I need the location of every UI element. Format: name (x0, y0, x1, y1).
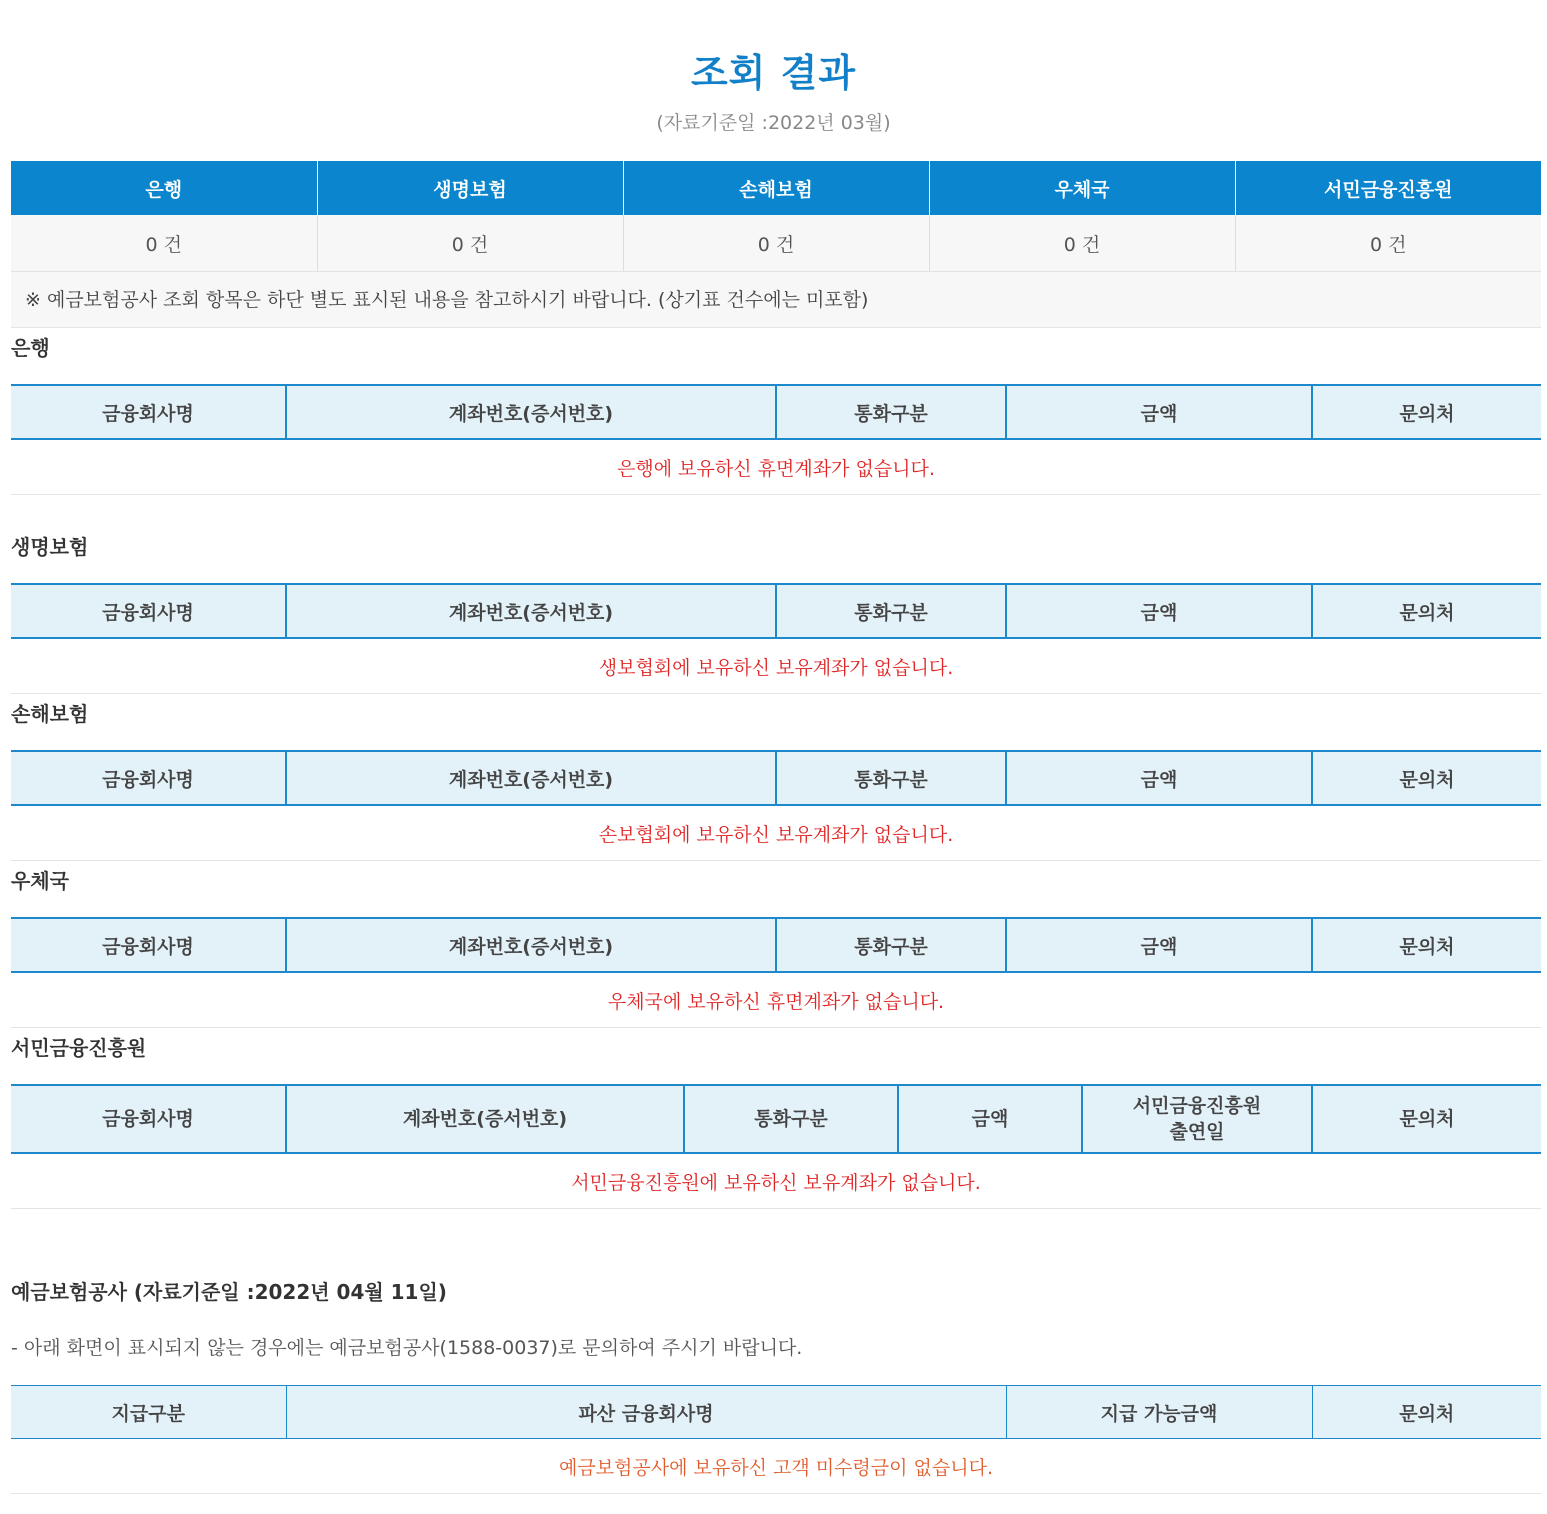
summary-header-kinfa: 서민금융진흥원 (1235, 161, 1541, 215)
deposit-note: - 아래 화면이 표시되지 않는 경우에는 예금보험공사(1588-0037)로 문의하여 주시기 바랍니다. (11, 1337, 803, 1359)
col-currency: 통화구분 (776, 918, 1006, 972)
col-amount: 금액 (898, 1085, 1082, 1153)
summary-header-life: 생명보험 (317, 161, 623, 215)
col-account: 계좌번호(증서번호) (286, 385, 776, 439)
bank-table (11, 384, 1541, 495)
col-company: 금융회사명 (11, 1085, 286, 1153)
empty-message: 은행에 보유하신 휴면계좌가 없습니다. (11, 439, 1541, 495)
col-contact: 문의처 (1312, 751, 1541, 805)
col-contribution-date-line2: 출연일 (1169, 1121, 1225, 1143)
table-header-row (11, 751, 1541, 805)
summary-count-life: 0 건 (317, 215, 623, 272)
deposit-section-title: 예금보험공사 (자료기준일 :2022년 04월 11일) (11, 1280, 447, 1304)
col-contribution-date-line1: 서민금융진흥원 (1132, 1095, 1262, 1117)
summary-header-row (11, 161, 1541, 215)
col-currency: 통화구분 (776, 584, 1006, 638)
table-header-row (11, 584, 1541, 638)
col-amount: 금액 (1006, 584, 1312, 638)
col-company: 금융회사명 (11, 751, 286, 805)
empty-message: 우체국에 보유하신 휴면계좌가 없습니다. (11, 972, 1541, 1028)
col-account: 계좌번호(증서번호) (286, 751, 776, 805)
summary-count-kinfa: 0 건 (1235, 215, 1541, 272)
summary-note: ※ 예금보험공사 조회 항목은 하단 별도 표시된 내용을 참고하시기 바랍니다. (상기표 건수에는 미포함) (11, 272, 1541, 328)
post-table (11, 917, 1541, 1028)
col-contact: 문의처 (1312, 385, 1541, 439)
nonlife-table (11, 750, 1541, 861)
col-bankrupt-company: 파산 금융회사명 (286, 1386, 1006, 1439)
summary-count-row (11, 215, 1541, 272)
section-title-life: 생명보험 (11, 535, 89, 559)
table-header-row (11, 1085, 1541, 1153)
table-header-row (11, 1386, 1541, 1439)
col-amount: 금액 (1006, 385, 1312, 439)
col-contact: 문의처 (1312, 584, 1541, 638)
table-header-row (11, 385, 1541, 439)
col-currency: 통화구분 (684, 1085, 898, 1153)
empty-message: 생보협회에 보유하신 보유계좌가 없습니다. (11, 638, 1541, 694)
col-company: 금융회사명 (11, 385, 286, 439)
page-subtitle: (자료기준일 :2022년 03월) (656, 112, 891, 134)
col-account: 계좌번호(증서번호) (286, 918, 776, 972)
col-account: 계좌번호(증서번호) (286, 1085, 684, 1153)
col-amount: 금액 (1006, 751, 1312, 805)
kinfa-table (11, 1084, 1541, 1209)
page-title: 조회 결과 (690, 51, 857, 95)
deposit-table (11, 1385, 1541, 1494)
col-amount: 금액 (1006, 918, 1312, 972)
col-company: 금융회사명 (11, 918, 286, 972)
summary-header-bank: 은행 (11, 161, 317, 215)
empty-message: 서민금융진흥원에 보유하신 보유계좌가 없습니다. (11, 1153, 1541, 1209)
col-payable-amount: 지급 가능금액 (1006, 1386, 1312, 1439)
section-title-kinfa: 서민금융진흥원 (11, 1036, 147, 1060)
col-currency: 통화구분 (776, 751, 1006, 805)
section-title-post: 우체국 (11, 869, 69, 893)
summary-count-nonlife: 0 건 (623, 215, 929, 272)
col-contribution-date (1082, 1085, 1312, 1153)
summary-table (11, 161, 1541, 272)
summary-header-post: 우체국 (929, 161, 1235, 215)
col-contact: 문의처 (1312, 918, 1541, 972)
summary-count-bank: 0 건 (11, 215, 317, 272)
summary-count-post: 0 건 (929, 215, 1235, 272)
table-header-row (11, 918, 1541, 972)
empty-message: 손보협회에 보유하신 보유계좌가 없습니다. (11, 805, 1541, 861)
col-contact: 문의처 (1312, 1386, 1541, 1439)
col-payment-type: 지급구분 (11, 1386, 286, 1439)
section-title-bank: 은행 (11, 336, 50, 360)
summary-header-nonlife: 손해보험 (623, 161, 929, 215)
empty-message: 예금보험공사에 보유하신 고객 미수령금이 없습니다. (11, 1439, 1541, 1494)
col-contact: 문의처 (1312, 1085, 1541, 1153)
col-company: 금융회사명 (11, 584, 286, 638)
col-currency: 통화구분 (776, 385, 1006, 439)
col-account: 계좌번호(증서번호) (286, 584, 776, 638)
section-title-nonlife: 손해보험 (11, 702, 89, 726)
life-table (11, 583, 1541, 694)
